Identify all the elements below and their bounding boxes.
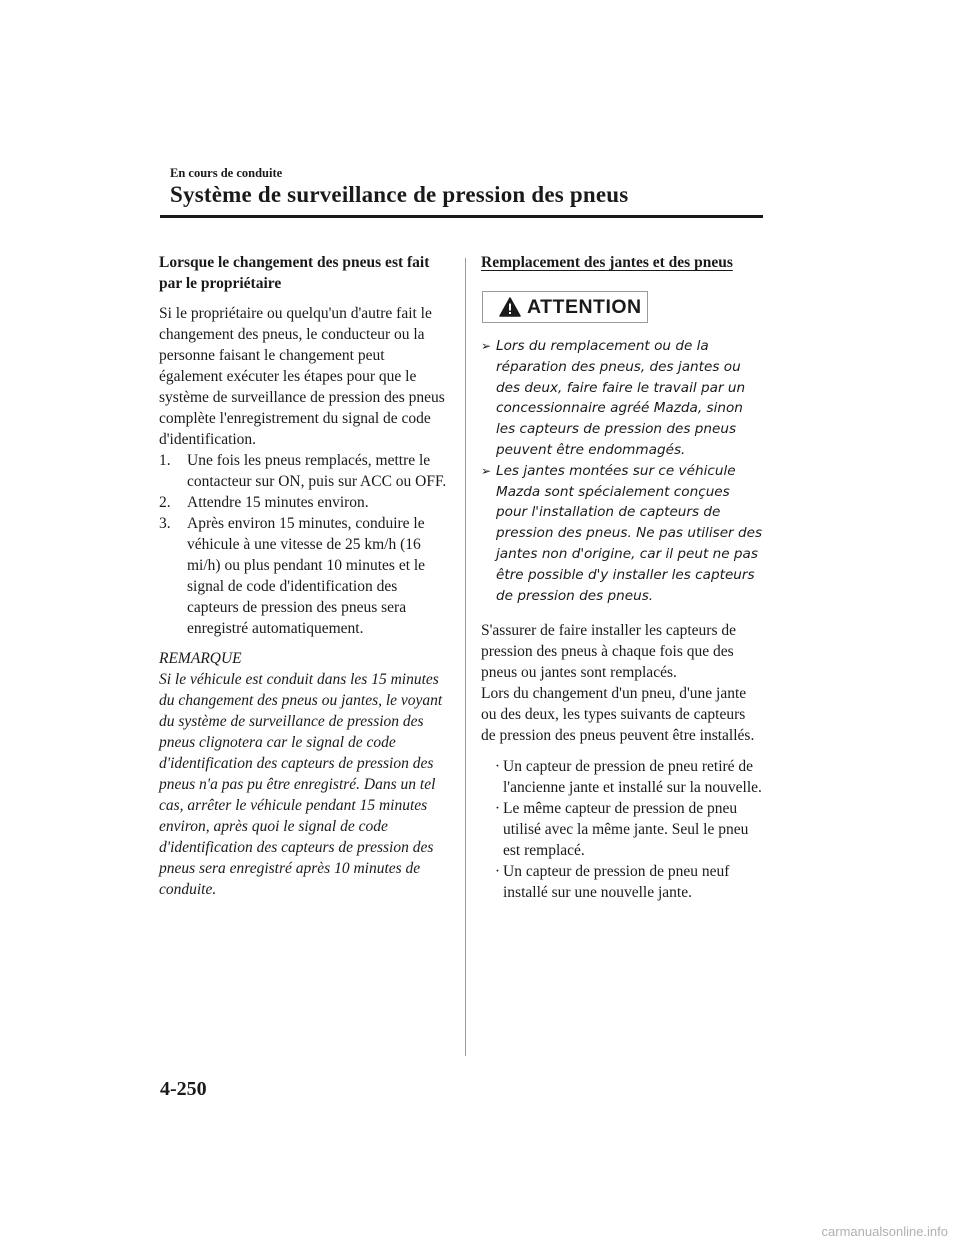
- right-column: [481, 252, 763, 903]
- step-item: [159, 513, 451, 639]
- sensor-paragraphs: [481, 620, 763, 746]
- attention-item: [481, 461, 763, 607]
- warning-triangle-icon: [499, 297, 521, 317]
- intro-paragraph: Si le propriétaire ou quelqu'un d'autre fait le changement des pneus, le conducteur ou la personne faisant le changement peut également exécuter les étapes pour que le système de surveillance de pression des pneus complète l'enregistrement du signal de code d'identification.: [159, 305, 445, 448]
- attention-label: ATTENTION: [527, 295, 642, 318]
- left-column: [159, 252, 451, 900]
- list-item: [481, 861, 763, 903]
- dot-bullet-icon: ·: [494, 863, 500, 881]
- owner-tire-change-subhead: Lorsque le changement des pneus est fait par le propriétaire: [159, 254, 430, 292]
- list-item-text: Un capteur de pression de pneu neuf installé sur une nouvelle jante.: [503, 863, 730, 902]
- list-item-text: Un capteur de pression de pneu retiré de l'ancienne jante et installé sur la nouvelle.: [503, 758, 762, 797]
- list-item: [481, 756, 763, 798]
- running-head: En cours de conduite: [170, 166, 283, 180]
- arrow-bullet-icon: ➢: [481, 339, 492, 353]
- note-label: REMARQUE: [159, 650, 242, 667]
- page-title: Système de surveillance de pression des pneus: [170, 182, 629, 207]
- list-item-text: Le même capteur de pression de pneu utilisé avec la même jante. Seul le pneu est remplacé.: [503, 800, 749, 860]
- attention-item-text: Lors du remplacement ou de la réparation des pneus, des jantes ou des deux, faire faire le travail par un concessionnaire agréé Mazda, sinon les capteurs de pression des pneus peuvent être endommagés.: [496, 338, 746, 458]
- dot-bullet-icon: ·: [494, 800, 500, 818]
- attention-item: [481, 336, 763, 461]
- wheel-tire-replacement-heading: Remplacement des jantes et des pneus: [481, 254, 733, 271]
- attention-box: [482, 291, 648, 323]
- watermark: carmanualsonline.info: [821, 1224, 948, 1239]
- list-item: [481, 798, 763, 861]
- sensor-types-paragraph: Lors du changement d'un pneu, d'une jante ou des deux, les types suivants de capteurs de pression des pneus peuvent être installés.: [481, 685, 755, 745]
- attention-list: [481, 336, 763, 606]
- step-number: 1.: [159, 452, 171, 469]
- step-item: [159, 450, 451, 492]
- dot-bullet-icon: ·: [494, 758, 500, 776]
- step-text: Attendre 15 minutes environ.: [187, 494, 369, 511]
- step-text: Après environ 15 minutes, conduire le véhicule à une vitesse de 25 km/h (16 mi/h) ou plus pendant 10 minutes et le signal de code d'identification des capteurs de pression des pneus sera enregistré automatiquement.: [187, 515, 426, 637]
- step-number: 2.: [159, 494, 171, 511]
- attention-item-text: Les jantes montées sur ce véhicule Mazda sont spécialement conçues pour l'installation de capteurs de pression des pneus. Ne pas utiliser des jantes non d'origine, car il peut ne pas être possible d'y installer les capteurs de pression des pneus.: [496, 462, 763, 604]
- sensor-install-paragraph: S'assurer de faire installer les capteurs de pression des pneus à chaque fois que des pneus ou jantes sont remplacés.: [481, 622, 736, 682]
- column-divider: [465, 258, 466, 1056]
- step-text: Une fois les pneus remplacés, mettre le contacteur sur ON, puis sur ACC ou OFF.: [187, 452, 447, 490]
- sensor-type-list: [481, 756, 763, 903]
- note-text: Si le véhicule est conduit dans les 15 minutes du changement des pneus ou jantes, le voyant du système de surveillance de pression des pneus clignotera car le signal de code d'identification des capteurs de pression des pneus n'a pas pu être enregistré. Dans un tel cas, arrêter le véhicule pendant 15 minutes environ, après quoi le signal de code d'identification des capteurs de pression des pneus sera enregistré après 10 minutes de conduite.: [159, 671, 443, 898]
- title-rule: [160, 215, 763, 218]
- step-list: [159, 450, 451, 639]
- arrow-bullet-icon: ➢: [481, 463, 492, 478]
- page-number: 4-250: [160, 1078, 207, 1100]
- step-item: [159, 492, 451, 513]
- step-number: 3.: [159, 515, 171, 532]
